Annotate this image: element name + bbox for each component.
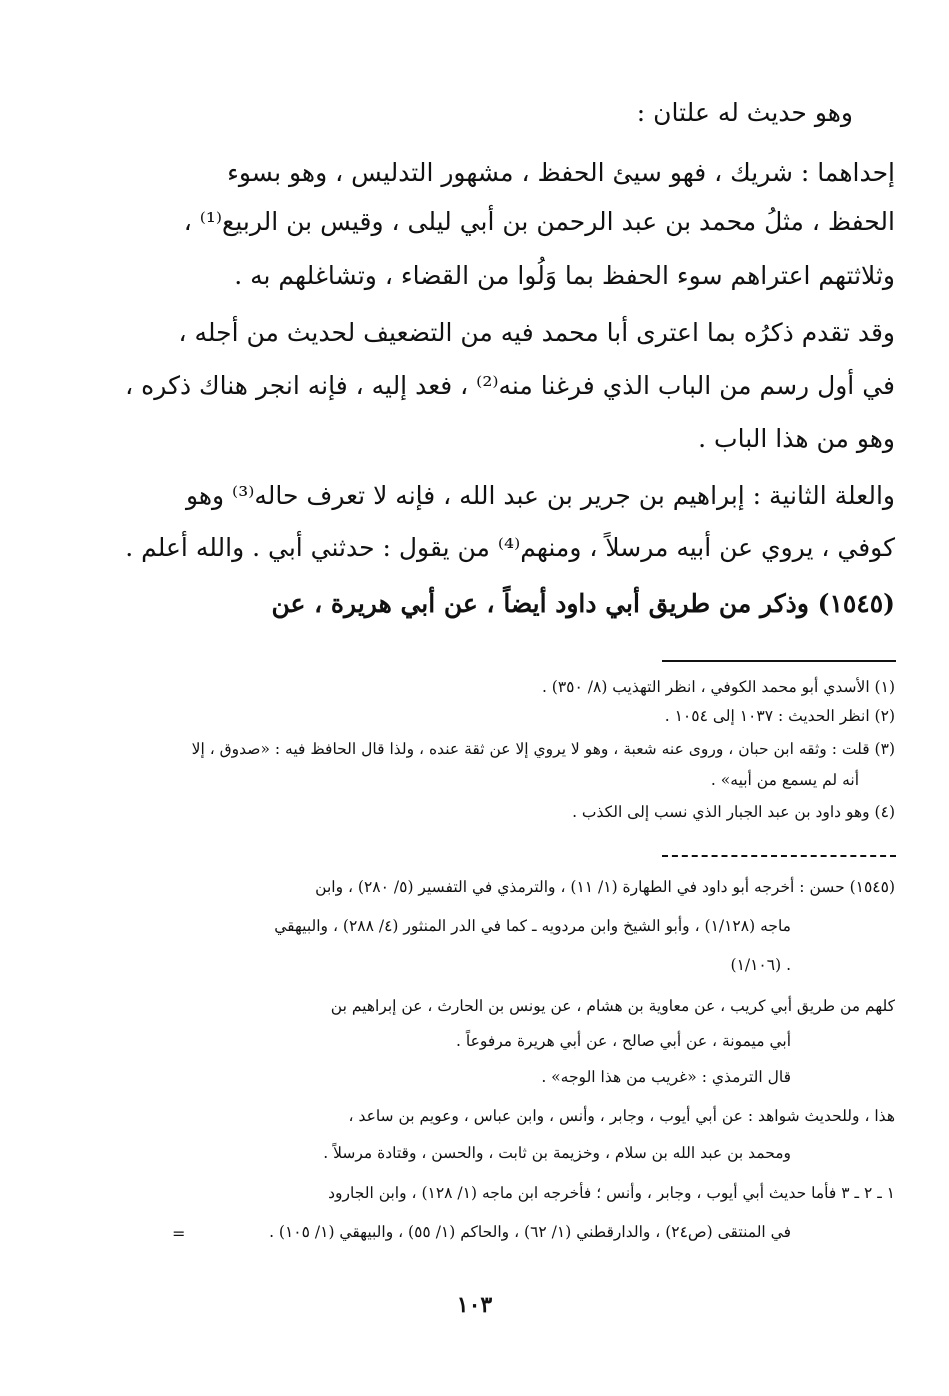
takhrij-separator	[662, 855, 896, 857]
main-text-line: الحفظ ، مثلُ محمد بن عبد الرحمن بن أبي ليلى ، وقيس بن الربيع⁽¹⁾ ،	[183, 207, 895, 236]
takhrij-line: ١ ـ ٢ ـ ٣ فأما حديث أبي أيوب ، وجابر ، وأنس ؛ فأخرجه ابن ماجه (١/ ١٢٨) ، وابن الجارود	[328, 1184, 895, 1202]
continuation-mark: =	[172, 1224, 186, 1243]
footnote: (٣) قلت : وثقه ابن حبان ، وروى عنه شعبة ، وهو لا يروي إلا عن ثقة عنده ، ولذا قال الحافظ فيه : «صدوق ، إلا	[191, 740, 895, 758]
main-text-line: كوفي ، يروي عن أبيه مرسلاً ، ومنهم⁽⁴⁾ من يقول : حدثني أبي . والله أعلم .	[125, 533, 895, 562]
takhrij-line: في المنتقى (ص٢٤) ، والدارقطني (١/ ٦٢) ، والحاكم (١/ ٥٥) ، والبيهقي (١/ ١٠٥) .	[269, 1223, 791, 1241]
main-text-line: وقد تقدم ذكرُه بما اعترى أبا محمد فيه من التضعيف لحديث من أجله ،	[178, 318, 895, 347]
takhrij-line: هذا ، وللحديث شواهد : عن أبي أيوب ، وجابر ، وأنس ، وابن عباس ، وعويم بن ساعد ،	[348, 1107, 895, 1125]
takhrij-line: أبي ميمونة ، عن أبي صالح ، عن أبي هريرة مرفوعاً .	[456, 1032, 791, 1050]
main-text-line: وثلاثتهم اعتراهم سوء الحفظ بما وَلُوا من القضاء ، وتشاغلهم به .	[234, 261, 895, 290]
footnote: أنه لم يسمع من أبيه» .	[710, 771, 859, 789]
main-text-line: إحداهما : شريك ، فهو سيئ الحفظ ، مشهور التدليس ، وهو بسوء	[227, 158, 895, 187]
takhrij-line: (١/١٠٦) .	[730, 956, 791, 974]
main-text-line: وهو حديث له علتان :	[636, 98, 853, 127]
main-text-line: وهو من هذا الباب .	[698, 424, 895, 453]
takhrij-line: ماجه (١/١٢٨) ، وأبو الشيخ وابن مردويه ـ كما في الدر المنثور (٤/ ٢٨٨) ، والبيهقي	[274, 917, 791, 935]
takhrij-line: (١٥٤٥) حسن : أخرجه أبو داود في الطهارة (١/ ١١) ، والترمذي في التفسير (٥/ ٢٨٠) ، وابن	[315, 878, 895, 896]
footnote: (٤) وهو داود بن عبد الجبار الذي نسب إلى الكذب .	[572, 803, 895, 821]
footnote-separator	[662, 660, 896, 662]
takhrij-line: ومحمد بن عبد الله بن سلام ، وخزيمة بن ثابت ، والحسن ، وقتادة مرسلاً .	[323, 1144, 791, 1162]
page-number: ١٠٣	[456, 1292, 493, 1318]
footnote: (١) الأسدي أبو محمد الكوفي ، انظر التهذيب (٨/ ٣٥٠) .	[541, 678, 895, 696]
takhrij-line: كلهم من طريق أبي كريب ، عن معاوية بن هشام ، عن يونس بن الحارث ، عن إبراهيم بن	[330, 997, 895, 1015]
footnote: (٢) انظر الحديث : ١٠٣٧ إلى ١٠٥٤ .	[664, 707, 895, 725]
main-text-line: في أول رسم من الباب الذي فرغنا منه⁽²⁾ ، فعد إليه ، فإنه انجر هناك ذكره ،	[125, 371, 895, 400]
main-text-line: والعلة الثانية : إبراهيم بن جرير بن عبد الله ، فإنه لا تعرف حاله⁽³⁾ وهو	[185, 481, 895, 510]
hadith-heading-line: (١٥٤٥) وذكر من طريق أبي داود أيضاً ، عن أبي هريرة ، عن	[271, 589, 895, 618]
takhrij-line: قال الترمذي : «غريب من هذا الوجه» .	[541, 1068, 791, 1086]
